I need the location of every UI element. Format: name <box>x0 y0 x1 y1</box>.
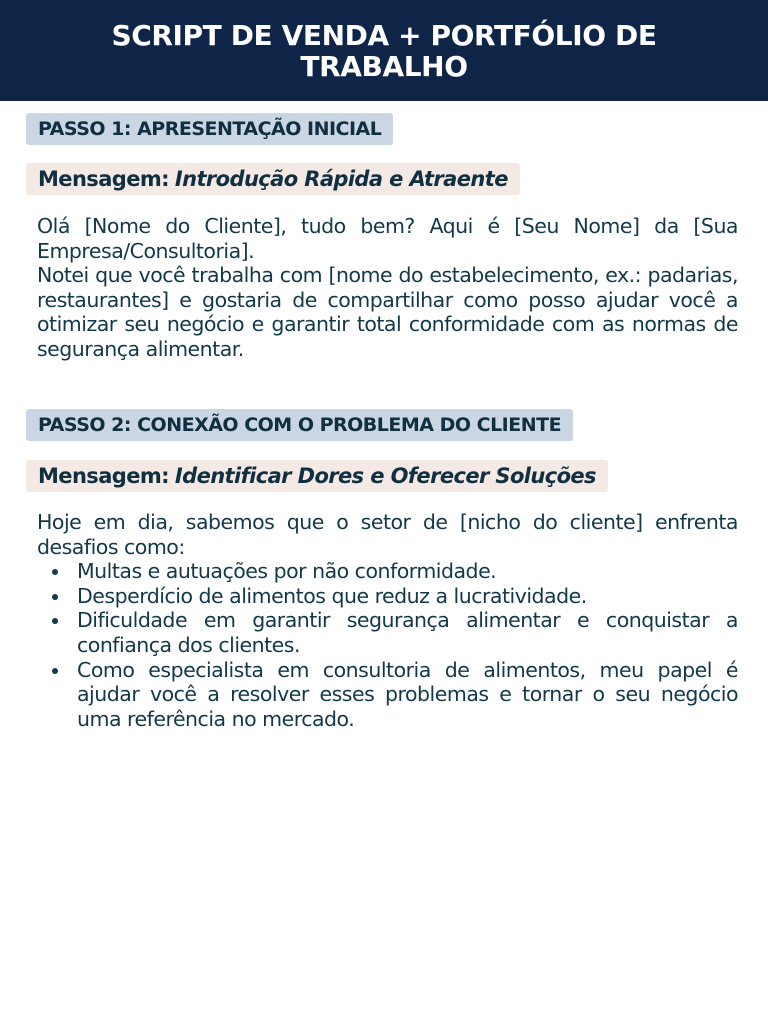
list-item: Multas e autuações por não conformidade. <box>77 559 738 584</box>
step-2-body <box>37 510 738 731</box>
list-item: Desperdício de alimentos que reduz a lucratividade. <box>77 584 738 609</box>
list-item: Dificuldade em garantir segurança alimentar e conquistar a confiança dos clientes. <box>77 608 738 657</box>
message-title: Identificar Dores e Oferecer Soluções <box>174 464 596 488</box>
list-item: Como especialista em consultoria de alimentos, meu papel é ajudar você a resolver esses problemas e tornar o seu negócio uma referência no mercado. <box>77 657 738 731</box>
step-2-label: PASSO 2: CONEXÃO COM O PROBLEMA DO CLIENTE <box>26 409 573 441</box>
header-banner <box>0 0 768 101</box>
challenges-list <box>37 559 738 731</box>
step-1-label: PASSO 1: APRESENTAÇÃO INICIAL <box>26 113 393 145</box>
step-1-paragraph: Olá [Nome do Cliente], tudo bem? Aqui é [Seu Nome] da [Sua Empresa/Consultoria]. <box>37 214 738 263</box>
message-title: Introdução Rápida e Atraente <box>174 167 508 191</box>
message-prefix: Mensagem: <box>38 464 169 488</box>
step-2-intro: Hoje em dia, sabemos que o setor de [nicho do cliente] enfrenta desafios como: <box>37 510 738 559</box>
step-1-message-label <box>26 163 520 195</box>
step-2-message-label <box>26 460 608 492</box>
message-prefix: Mensagem: <box>38 167 169 191</box>
step-1-paragraph: Notei que você trabalha com [nome do estabelecimento, ex.: padarias, restaurantes] e gostaria de compartilhar como posso ajudar você a otimizar seu negócio e garantir total conformidade com as normas de segurança alimentar. <box>37 263 738 361</box>
step-1-body <box>37 214 738 362</box>
page-title: SCRIPT DE VENDA + PORTFÓLIO DE TRABALHO <box>111 18 657 83</box>
